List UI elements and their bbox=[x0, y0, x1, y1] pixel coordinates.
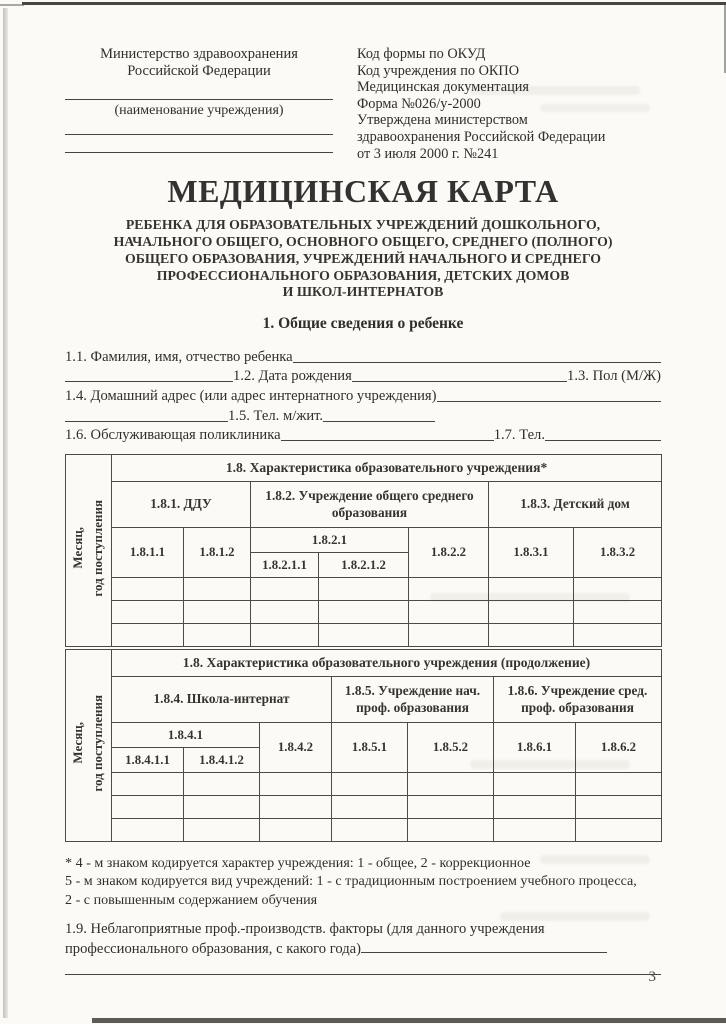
subtitle-line: НАЧАЛЬНОГО ОБЩЕГО, ОСНОВНОГО ОБЩЕГО, СРЕДНЕГО (ПОЛНОГО) bbox=[113, 233, 613, 249]
field-1-5-label: 1.5. Тел. м/жит. bbox=[228, 407, 324, 424]
month-year-admission-label bbox=[68, 500, 108, 597]
empty-cell bbox=[494, 773, 576, 796]
empty-cell bbox=[112, 624, 184, 647]
empty-cell bbox=[251, 624, 319, 647]
scan-top-edge bbox=[22, 2, 726, 5]
empty-cell bbox=[184, 819, 260, 842]
empty-cell bbox=[319, 624, 409, 647]
empty-cell bbox=[112, 819, 184, 842]
empty-cell bbox=[112, 601, 184, 624]
table-row bbox=[66, 819, 662, 842]
side-label-line: год поступления bbox=[90, 695, 106, 792]
field-1-6-label: 1.6. Обслуживающая поликлиника bbox=[65, 427, 281, 444]
col-1-8-1-1: 1.8.1.1 bbox=[112, 528, 184, 578]
group-boarding-school: 1.8.4. Школа-интернат bbox=[112, 677, 332, 723]
empty-cell bbox=[260, 796, 332, 819]
field-1-5-blank bbox=[323, 421, 435, 422]
page-number: 3 bbox=[648, 969, 656, 985]
field-1-9 bbox=[65, 920, 661, 975]
empty-cell bbox=[574, 601, 662, 624]
table1-title-cell: 1.8. Характеристика образовательного учреждения* bbox=[112, 455, 662, 482]
side-label-cell bbox=[66, 650, 112, 842]
empty-cell bbox=[332, 819, 408, 842]
empty-cell bbox=[409, 624, 489, 647]
field-1-7-blank bbox=[545, 440, 661, 441]
empty-cell bbox=[260, 819, 332, 842]
document-subtitle bbox=[65, 217, 661, 301]
empty-cell bbox=[184, 796, 260, 819]
form-codes-block bbox=[357, 46, 657, 162]
blank-line bbox=[65, 99, 333, 100]
field-1-4-blank-cont bbox=[65, 421, 228, 422]
empty-cell bbox=[494, 819, 576, 842]
empty-cell bbox=[184, 624, 251, 647]
col-1-8-1-2: 1.8.1.2 bbox=[184, 528, 251, 578]
col-1-8-4-1-2: 1.8.4.1.2 bbox=[184, 748, 260, 773]
group-secondary-education: 1.8.2. Учреждение общего среднего образования bbox=[251, 482, 489, 528]
empty-cell bbox=[319, 578, 409, 601]
table2-title-cell: 1.8. Характеристика образовательного учреждения (продолжение) bbox=[112, 650, 662, 677]
table-row bbox=[66, 796, 662, 819]
ministry-block bbox=[65, 46, 333, 162]
document-title: МЕДИЦИНСКАЯ КАРТА bbox=[167, 173, 559, 210]
empty-cell bbox=[332, 773, 408, 796]
month-year-admission-label bbox=[68, 695, 108, 792]
field-1-2-blank bbox=[352, 381, 567, 382]
empty-cell bbox=[112, 773, 184, 796]
blank-line bbox=[65, 152, 333, 153]
empty-cell bbox=[332, 796, 408, 819]
col-1-8-4-1: 1.8.4.1 bbox=[112, 723, 260, 748]
scan-left-edge bbox=[3, 8, 8, 1018]
col-1-8-2-1-1: 1.8.2.1.1 bbox=[251, 553, 319, 578]
empty-cell bbox=[112, 578, 184, 601]
side-label-cell bbox=[66, 455, 112, 647]
table-row bbox=[66, 578, 662, 601]
section-1-heading: 1. Общие сведения о ребенке bbox=[262, 315, 464, 333]
code-line: Код формы по ОКУД bbox=[357, 46, 486, 62]
col-1-8-5-2: 1.8.5.2 bbox=[408, 723, 494, 773]
side-label-line: год поступления bbox=[90, 500, 106, 597]
empty-cell bbox=[251, 601, 319, 624]
code-line: Утверждена министерством bbox=[357, 112, 528, 129]
group-orphanage: 1.8.3. Детский дом bbox=[489, 482, 662, 528]
group-primary-vocational: 1.8.5. Учреждение нач. проф. образования bbox=[332, 677, 494, 723]
field-1-1-blank-cont bbox=[65, 381, 233, 382]
institution-caption: (наименование учреждения) bbox=[114, 103, 284, 118]
field-1-6-blank bbox=[281, 440, 494, 441]
empty-cell bbox=[576, 773, 662, 796]
col-1-8-4-2: 1.8.4.2 bbox=[260, 723, 332, 773]
field-row bbox=[65, 385, 661, 405]
col-1-8-4-1-1: 1.8.4.1.1 bbox=[112, 748, 184, 773]
table-row bbox=[66, 601, 662, 624]
empty-cell bbox=[574, 624, 662, 647]
side-label-line: Месяц, bbox=[70, 527, 86, 570]
empty-cell bbox=[576, 796, 662, 819]
field-1-3-label: 1.3. Пол (М/Ж) bbox=[567, 368, 661, 385]
field-row bbox=[65, 346, 661, 366]
empty-cell bbox=[251, 578, 319, 601]
group-secondary-vocational: 1.8.6. Учреждение сред. проф. образования bbox=[494, 677, 662, 723]
table-row bbox=[66, 773, 662, 796]
form-header bbox=[65, 46, 661, 162]
footnote-line: * 4 - м знаком кодируется характер учреждения: 1 - общее, 2 - коррекционное bbox=[65, 855, 531, 872]
code-line: от 3 июля 2000 г. №241 bbox=[357, 145, 499, 162]
group-ddu: 1.8.1. ДДУ bbox=[112, 482, 251, 528]
ministry-line: Министерство здравоохранения bbox=[100, 46, 298, 62]
blank-line bbox=[65, 134, 333, 135]
empty-cell bbox=[184, 773, 260, 796]
empty-cell bbox=[576, 819, 662, 842]
field-row bbox=[65, 366, 661, 386]
col-1-8-2-1: 1.8.2.1 bbox=[251, 528, 409, 553]
subtitle-line: И ШКОЛ-ИНТЕРНАТОВ bbox=[282, 284, 444, 300]
code-line: Форма №026/у-2000 bbox=[357, 95, 481, 112]
footnote-line: 5 - м знаком кодируется вид учреждений: 1 - с традиционным построением учебного процесса, bbox=[65, 873, 637, 890]
empty-cell bbox=[489, 578, 574, 601]
field-1-9-blank bbox=[361, 939, 607, 953]
field-row bbox=[65, 425, 661, 445]
empty-cell bbox=[184, 578, 251, 601]
empty-cell bbox=[489, 624, 574, 647]
general-info-fields bbox=[65, 346, 661, 444]
col-1-8-5-1: 1.8.5.1 bbox=[332, 723, 408, 773]
field-1-9-blank-cont bbox=[65, 974, 661, 975]
field-1-7-label: 1.7. Тел. bbox=[493, 427, 545, 444]
subtitle-line: РЕБЕНКА ДЛЯ ОБРАЗОВАТЕЛЬНЫХ УЧРЕЖДЕНИЙ ДОШКОЛЬНОГО, bbox=[125, 217, 601, 233]
field-1-4-blank bbox=[437, 401, 661, 402]
empty-cell bbox=[408, 773, 494, 796]
table-institution-characteristic-continued bbox=[65, 649, 662, 842]
empty-cell bbox=[408, 819, 494, 842]
empty-cell bbox=[112, 796, 184, 819]
field-1-1-label: 1.1. Фамилия, имя, отчество ребенка bbox=[65, 348, 293, 365]
col-1-8-2-2: 1.8.2.2 bbox=[409, 528, 489, 578]
table-row bbox=[66, 624, 662, 647]
code-line: Медицинская документация bbox=[357, 79, 529, 96]
field-1-1-blank bbox=[293, 362, 661, 363]
side-label-line: Месяц, bbox=[70, 722, 86, 765]
col-1-8-6-2: 1.8.6.2 bbox=[576, 723, 662, 773]
empty-cell bbox=[184, 601, 251, 624]
empty-cell bbox=[408, 796, 494, 819]
scan-top-edge-faint bbox=[0, 4, 24, 6]
col-1-8-3-1: 1.8.3.1 bbox=[489, 528, 574, 578]
empty-cell bbox=[409, 601, 489, 624]
table-footnote bbox=[65, 854, 661, 909]
field-1-2-label: 1.2. Дата рождения bbox=[233, 368, 352, 385]
subtitle-line: ОБЩЕГО ОБРАЗОВАНИЯ, УЧРЕЖДЕНИЙ НАЧАЛЬНОГО И СРЕДНЕГО bbox=[125, 250, 601, 266]
empty-cell bbox=[489, 601, 574, 624]
empty-cell bbox=[574, 578, 662, 601]
empty-cell bbox=[260, 773, 332, 796]
scan-bottom-edge bbox=[92, 1018, 726, 1023]
empty-cell bbox=[319, 601, 409, 624]
field-1-4-label: 1.4. Домашний адрес (или адрес интернатного учреждения) bbox=[65, 387, 437, 404]
col-1-8-6-1: 1.8.6.1 bbox=[494, 723, 576, 773]
field-1-9-label: 1.9. Неблагоприятные проф.-производств. факторы (для данного учреждения профессионального образования, с какого года) bbox=[65, 920, 545, 958]
empty-cell bbox=[494, 796, 576, 819]
table-institution-characteristic bbox=[65, 454, 662, 647]
ministry-line: Российской Федерации bbox=[127, 63, 271, 79]
code-line: Код учреждения по ОКПО bbox=[357, 62, 520, 79]
code-line: здравоохранения Российской Федерации bbox=[357, 128, 606, 145]
subtitle-line: ПРОФЕССИОНАЛЬНОГО ОБРАЗОВАНИЯ, ДЕТСКИХ ДОМОВ bbox=[156, 267, 570, 283]
col-1-8-3-2: 1.8.3.2 bbox=[574, 528, 662, 578]
footnote-line: 2 - с повышенным содержанием обучения bbox=[65, 891, 318, 908]
col-1-8-2-1-2: 1.8.2.1.2 bbox=[319, 553, 409, 578]
field-row bbox=[65, 405, 661, 425]
empty-cell bbox=[409, 578, 489, 601]
